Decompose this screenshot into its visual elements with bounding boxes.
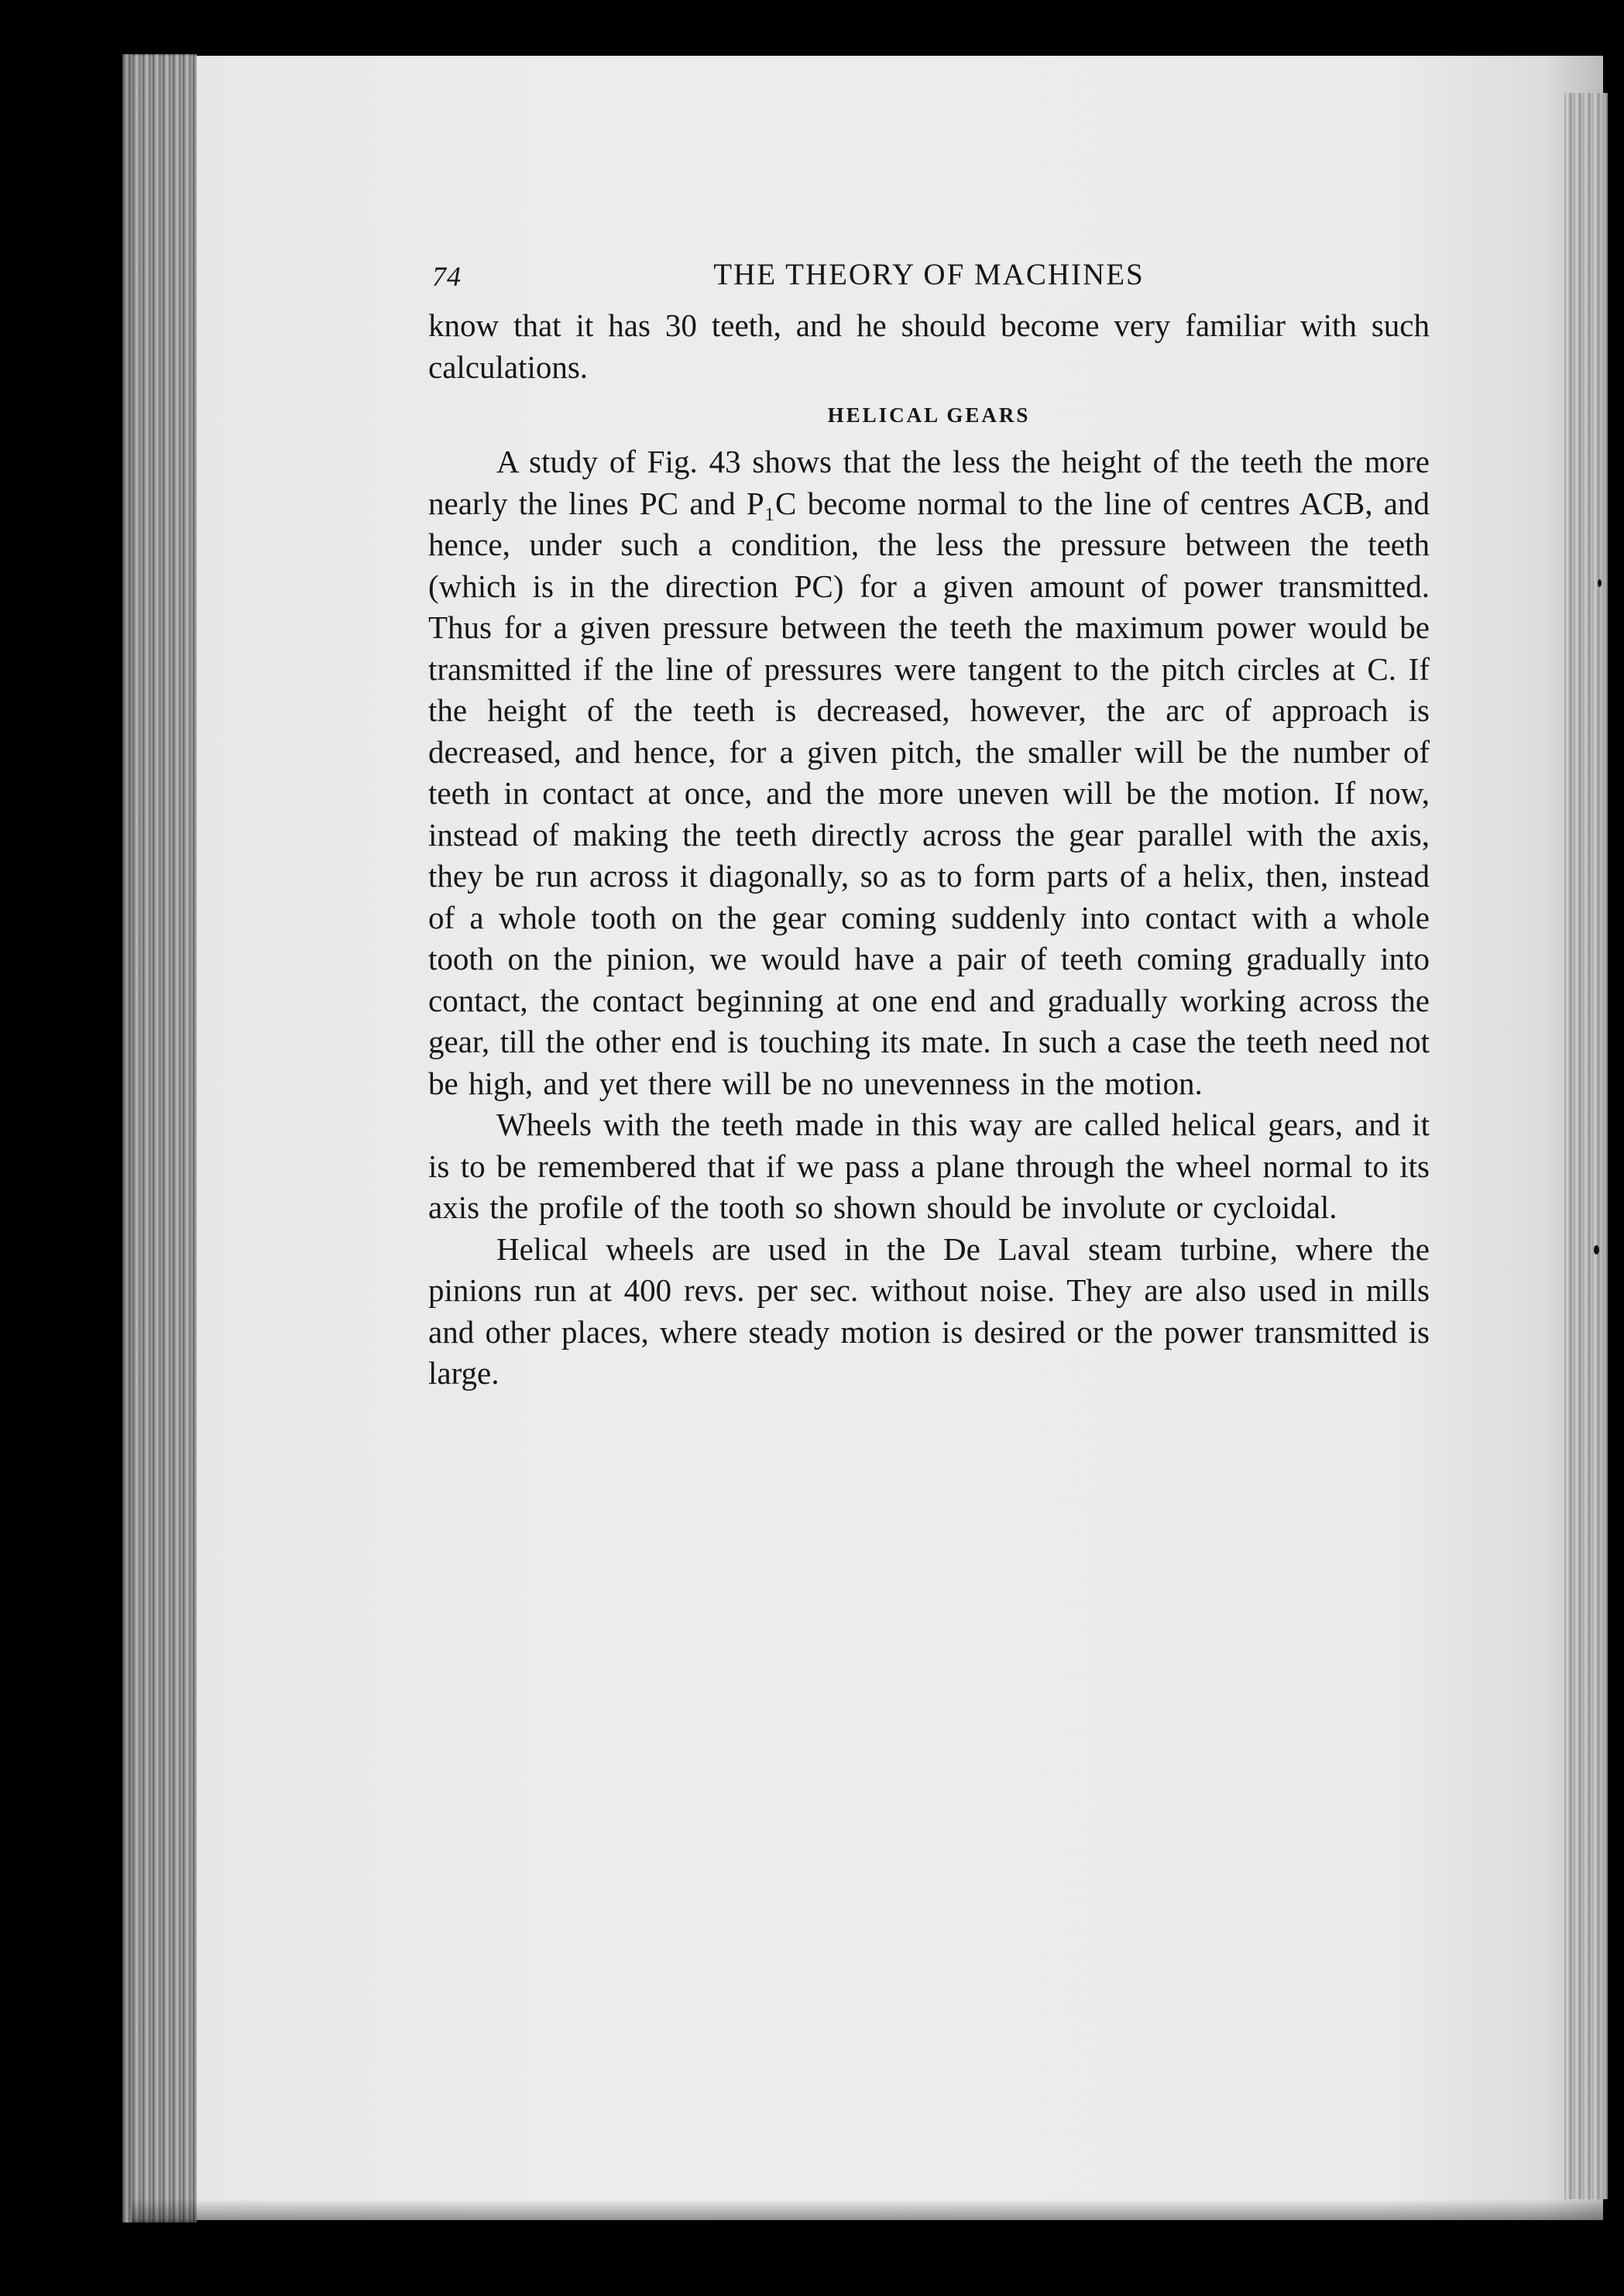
stray-ink-mark: [1598, 579, 1602, 587]
stray-ink-mark: [1594, 1245, 1599, 1254]
page-text: [428, 252, 1430, 1395]
page-number: 74: [432, 261, 462, 292]
paragraph: A study of Fig. 43 shows that the less the height of the teeth the more nearly the lines PC and P₁C become normal to the line of centres ACB, and hence, under such a condition, the less the pressure between the teeth (which is in the direction PC) for a given amount of power transmitted. Thus for a given pressure between the teeth the maximum power would be transmitted if the line of pressures were tangent to the pitch circles at C. If the height of the teeth is decreased, however, the arc of approach is decreased, and hence, for a given pitch, the smaller will be the number of teeth in contact at once, and the more uneven will be the motion. If now, instead of making the teeth directly across the gear parallel with the axis, they be run across it diagonally, so as to form parts of a helix, then, instead of a whole tooth on the gear coming suddenly into contact with a whole tooth on the pinion, we would have a pair of teeth coming gradually into contact, the contact beginning at one end and gradually working across the gear, till the other end is touching its mate. In such a case the teeth need not be high, and yet there will be no unevenness in the motion.: [428, 444, 1430, 1101]
right-page-edges: [1564, 93, 1608, 2199]
running-title: THE THEORY OF MACHINES: [713, 258, 1145, 291]
page-header: [428, 252, 1430, 305]
paragraph: Wheels with the teeth made in this way are called helical gears, and it is to be remembered that if we pass a plane through the wheel normal to its axis the profile of the tooth so shown should be involute or cycloidal.: [428, 1107, 1430, 1225]
section-heading: HELICAL GEARS: [827, 403, 1031, 427]
continued-paragraph: know that it has 30 teeth, and he should become very familiar with such calculations.: [428, 307, 1430, 385]
left-page-binding: [122, 54, 197, 2222]
bottom-page-shadow: [132, 2199, 1603, 2230]
paragraph: Helical wheels are used in the De Laval steam turbine, where the pinions run at 400 revs. per sec. without noise. They are also used in mills and other places, where steady motion is desired or the power transmitted is large.: [428, 1230, 1430, 1391]
